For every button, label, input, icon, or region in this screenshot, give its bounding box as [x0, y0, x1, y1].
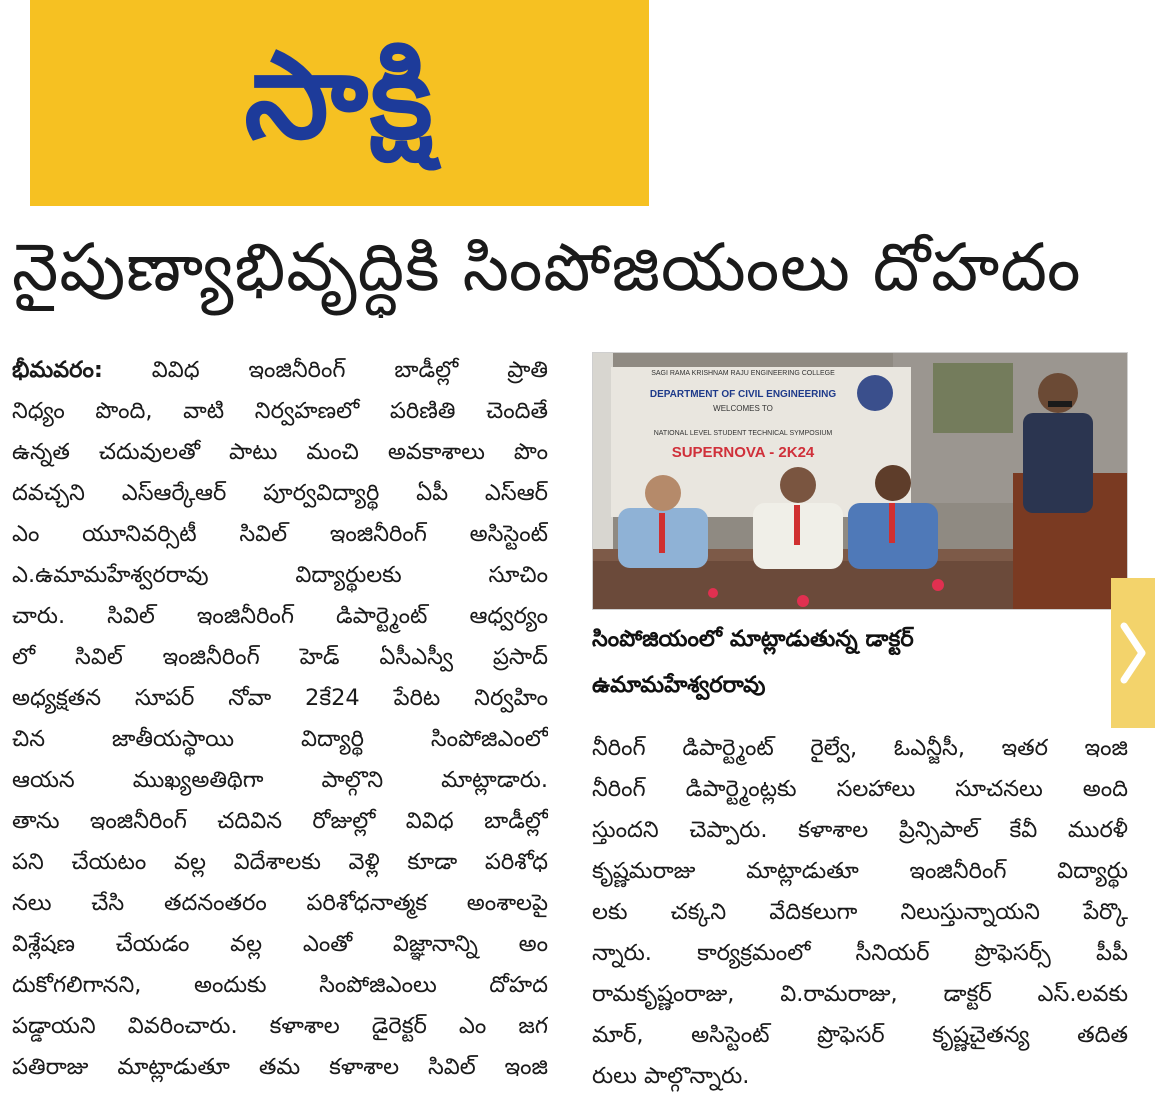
caption-line: ఉమామహేశ్వరరావు	[592, 672, 766, 698]
symposium-photo	[593, 353, 1127, 609]
article-left-column	[12, 350, 548, 1088]
article-line-text: వివిధ ఇంజినీరింగ్ బాడీల్లో ప్రాతి	[151, 357, 548, 383]
banner-line: NATIONAL LEVEL STUDENT TECHNICAL SYMPOSIUM	[653, 430, 833, 437]
banner-line: SAGI RAMA KRISHNAM RAJU ENGINEERING COLLEGE	[651, 370, 835, 377]
newspaper-logo: సాక్షి	[244, 27, 435, 166]
article-line: ఆయన ముఖ్యఅతిథిగా పాల్గొని మాట్లాడారు.	[12, 767, 548, 793]
article-line: నీరింగ్ డిపార్ట్మెంట్లకు సలహాలు సూచనలు అంది	[592, 776, 1128, 802]
article-line: చారు. సివిల్ ఇంజినీరింగ్ డిపార్ట్మెంట్ ఆధ్వర్యం	[12, 603, 548, 629]
article-line: పని చేయటం వల్ల విదేశాలకు వెళ్లి కూడా పరిశోధ	[12, 849, 548, 875]
chevron-right-icon	[1118, 618, 1148, 688]
article-line: కృష్ణమరాజు మాట్లాడుతూ ఇంజినీరింగ్ విద్యార్థు	[592, 858, 1128, 884]
article-line: తాను ఇంజినీరింగ్ చదివిన రోజుల్లో వివిధ బాడీల్లో	[12, 808, 548, 834]
article-line: లో సివిల్ ఇంజినీరింగ్ హెడ్ ఏసీఎస్వీ ప్రసాద్	[12, 644, 548, 670]
article-line: ఎం యూనివర్సిటీ సివిల్ ఇంజినీరింగ్ అసిస్టెంట్	[12, 521, 548, 547]
photo-caption	[592, 616, 1132, 708]
article-photo	[592, 352, 1128, 610]
caption-line: సింపోజియంలో మాట్లాడుతున్న డాక్టర్	[592, 626, 914, 652]
article-line	[12, 350, 548, 391]
article-line: స్తుందని చెప్పారు. కళాశాల ప్రిన్సిపాల్ కేవీ మురళీ	[592, 817, 1128, 843]
headline: నైపుణ్యాభివృద్ధికి సింపోజియంలు దోహదం	[12, 229, 1082, 306]
article-line: చిన జాతీయస్థాయి విద్యార్థి సింపోజిఎంలో	[12, 726, 548, 752]
article-line: లకు చక్కని వేదికలుగా నిలుస్తున్నాయని పేర్కొ	[592, 899, 1128, 925]
article-line: రులు పాల్గొన్నారు.	[592, 1063, 750, 1089]
article-line: నిధ్యం పొంది, వాటి నిర్వహణలో పరిణితి చెందితే	[12, 398, 548, 424]
article-line: నీరింగ్ డిపార్ట్మెంట్ రైల్వే, ఓఎన్జీసీ, ఇతర ఇంజి	[592, 735, 1128, 761]
article-line: దుకోగలిగానని, అందుకు సింపోజిఎంలు దోహద	[12, 972, 548, 998]
next-page-button[interactable]	[1111, 578, 1155, 728]
article-right-column	[592, 728, 1128, 1097]
dateline: భీమవరం:	[12, 357, 103, 383]
article-line: దవచ్చని ఎస్ఆర్కేఆర్ పూర్వవిద్యార్థి ఏపీ ఎస్ఆర్	[12, 480, 548, 506]
article-line: మార్, అసిస్టెంట్ ప్రొఫెసర్ కృష్ణచైతన్య తదిత	[592, 1022, 1128, 1048]
banner-line: DEPARTMENT OF CIVIL ENGINEERING	[649, 389, 837, 400]
article-line: అధ్యక్షతన సూపర్ నోవా 2కే24 పేరిట నిర్వహిం	[12, 685, 548, 711]
article-line: ఉన్నత చదువులతో పాటు మంచి అవకాశాలు పొం	[12, 439, 548, 465]
banner-line: SUPERNOVA - 2K24	[671, 444, 815, 461]
article-line: పతిరాజు మాట్లాడుతూ తమ కళాశాల సివిల్ ఇంజి	[12, 1054, 548, 1080]
article-line: విశ్లేషణ చేయడం వల్ల ఎంతో విజ్ఞానాన్ని అం	[12, 931, 548, 957]
article-line: పడ్డాయని వివరించారు. కళాశాల డైరెక్టర్ ఎం జగ	[12, 1013, 548, 1039]
article-line: నలు చేసి తదనంతరం పరిశోధనాత్మక అంశాలపై	[12, 890, 548, 916]
article-line: రామకృష్ణంరాజు, వి.రామరాజు, డాక్టర్ ఎస్.లవకు	[592, 981, 1128, 1007]
article-line: న్నారు. కార్యక్రమంలో సీనియర్ ప్రొఫెసర్స్ పీపీ	[592, 940, 1128, 966]
masthead	[30, 0, 649, 206]
article-line: ఎ.ఉమామహేశ్వరరావు విద్యార్థులకు సూచిం	[12, 562, 548, 588]
banner-line: WELCOMES TO	[713, 404, 773, 413]
